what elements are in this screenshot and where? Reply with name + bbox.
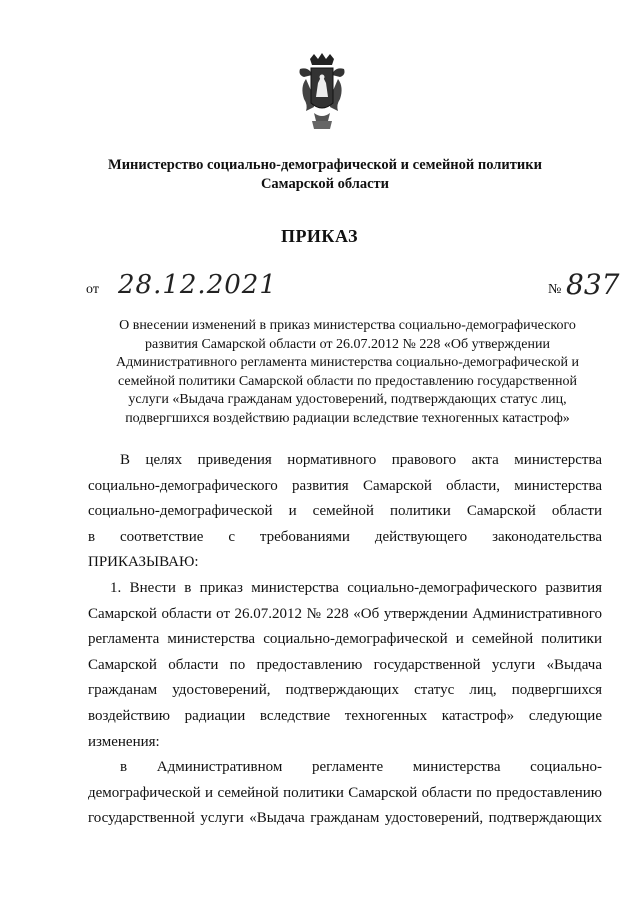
ministry-line-2: Самарской области: [260, 176, 390, 192]
body-line: Самарской области от 26.07.2012 № 228 «Об утверждении Административного: [88, 605, 602, 622]
order-word: ПРИКАЗЫВАЮ:: [88, 554, 199, 571]
body-line: изменения:: [88, 733, 160, 750]
number-label: №: [548, 282, 562, 297]
document-subject: [80, 317, 615, 428]
body-line: 1. Внести в приказ министерства социально-демографического развития: [110, 579, 602, 596]
subject-line: семейной политики Самарской области по предоставлению государственной: [117, 373, 577, 389]
body-line: демографической и семейной политики Самарской области по предоставлению: [88, 784, 602, 801]
subject-line: подвергшихся воздействию радиации вследствие техногенных катастроф»: [125, 410, 570, 426]
body-line: В целях приведения нормативного правового акта министерства: [120, 452, 602, 468]
samara-oblast-coat-of-arms-icon: [296, 53, 348, 131]
body-line: воздействию радиации вследствие техногенных катастроф» следующие: [88, 707, 602, 724]
body-line: социально-демографической и семейной политики Самарской области: [88, 503, 602, 520]
ministry-heading: [60, 156, 590, 194]
body-line: государственной услуги «Выдача гражданам удостоверений, подтверждающих: [88, 810, 602, 827]
document-body: [88, 448, 602, 832]
body-line: социально-демографического развития Самарской области, министерства: [88, 477, 602, 494]
body-line: гражданам удостоверений, подтверждающих статус лиц, подвергшихся: [88, 682, 602, 699]
date-label: от: [86, 282, 99, 297]
date-value-handwritten: 28.12.2021: [118, 270, 277, 300]
subject-line: развития Самарской области от 26.07.2012 № 228 «Об утверждении: [145, 336, 550, 352]
body-line: регламента министерства социально-демографической и семейной политики: [88, 631, 602, 648]
subject-line: О внесении изменений в приказ министерства социально-демографического: [119, 318, 576, 333]
body-line: в соответствие с требованиями действующего законодательства: [88, 528, 602, 545]
subject-line: Административного регламента министерства социально-демографической и: [115, 355, 580, 370]
number-value-handwritten: 837: [566, 268, 620, 301]
document-title: ПРИКАЗ: [280, 226, 359, 246]
body-line: в Административном регламенте министерства социально-: [120, 759, 602, 776]
body-line: Самарской области по предоставлению государственной услуги «Выдача: [88, 656, 602, 673]
subject-line: услуги «Выдача гражданам удостоверений, подтверждающих статус лиц,: [128, 392, 567, 407]
ministry-line-1: Министерство социально-демографической и семейной политики: [108, 157, 542, 173]
